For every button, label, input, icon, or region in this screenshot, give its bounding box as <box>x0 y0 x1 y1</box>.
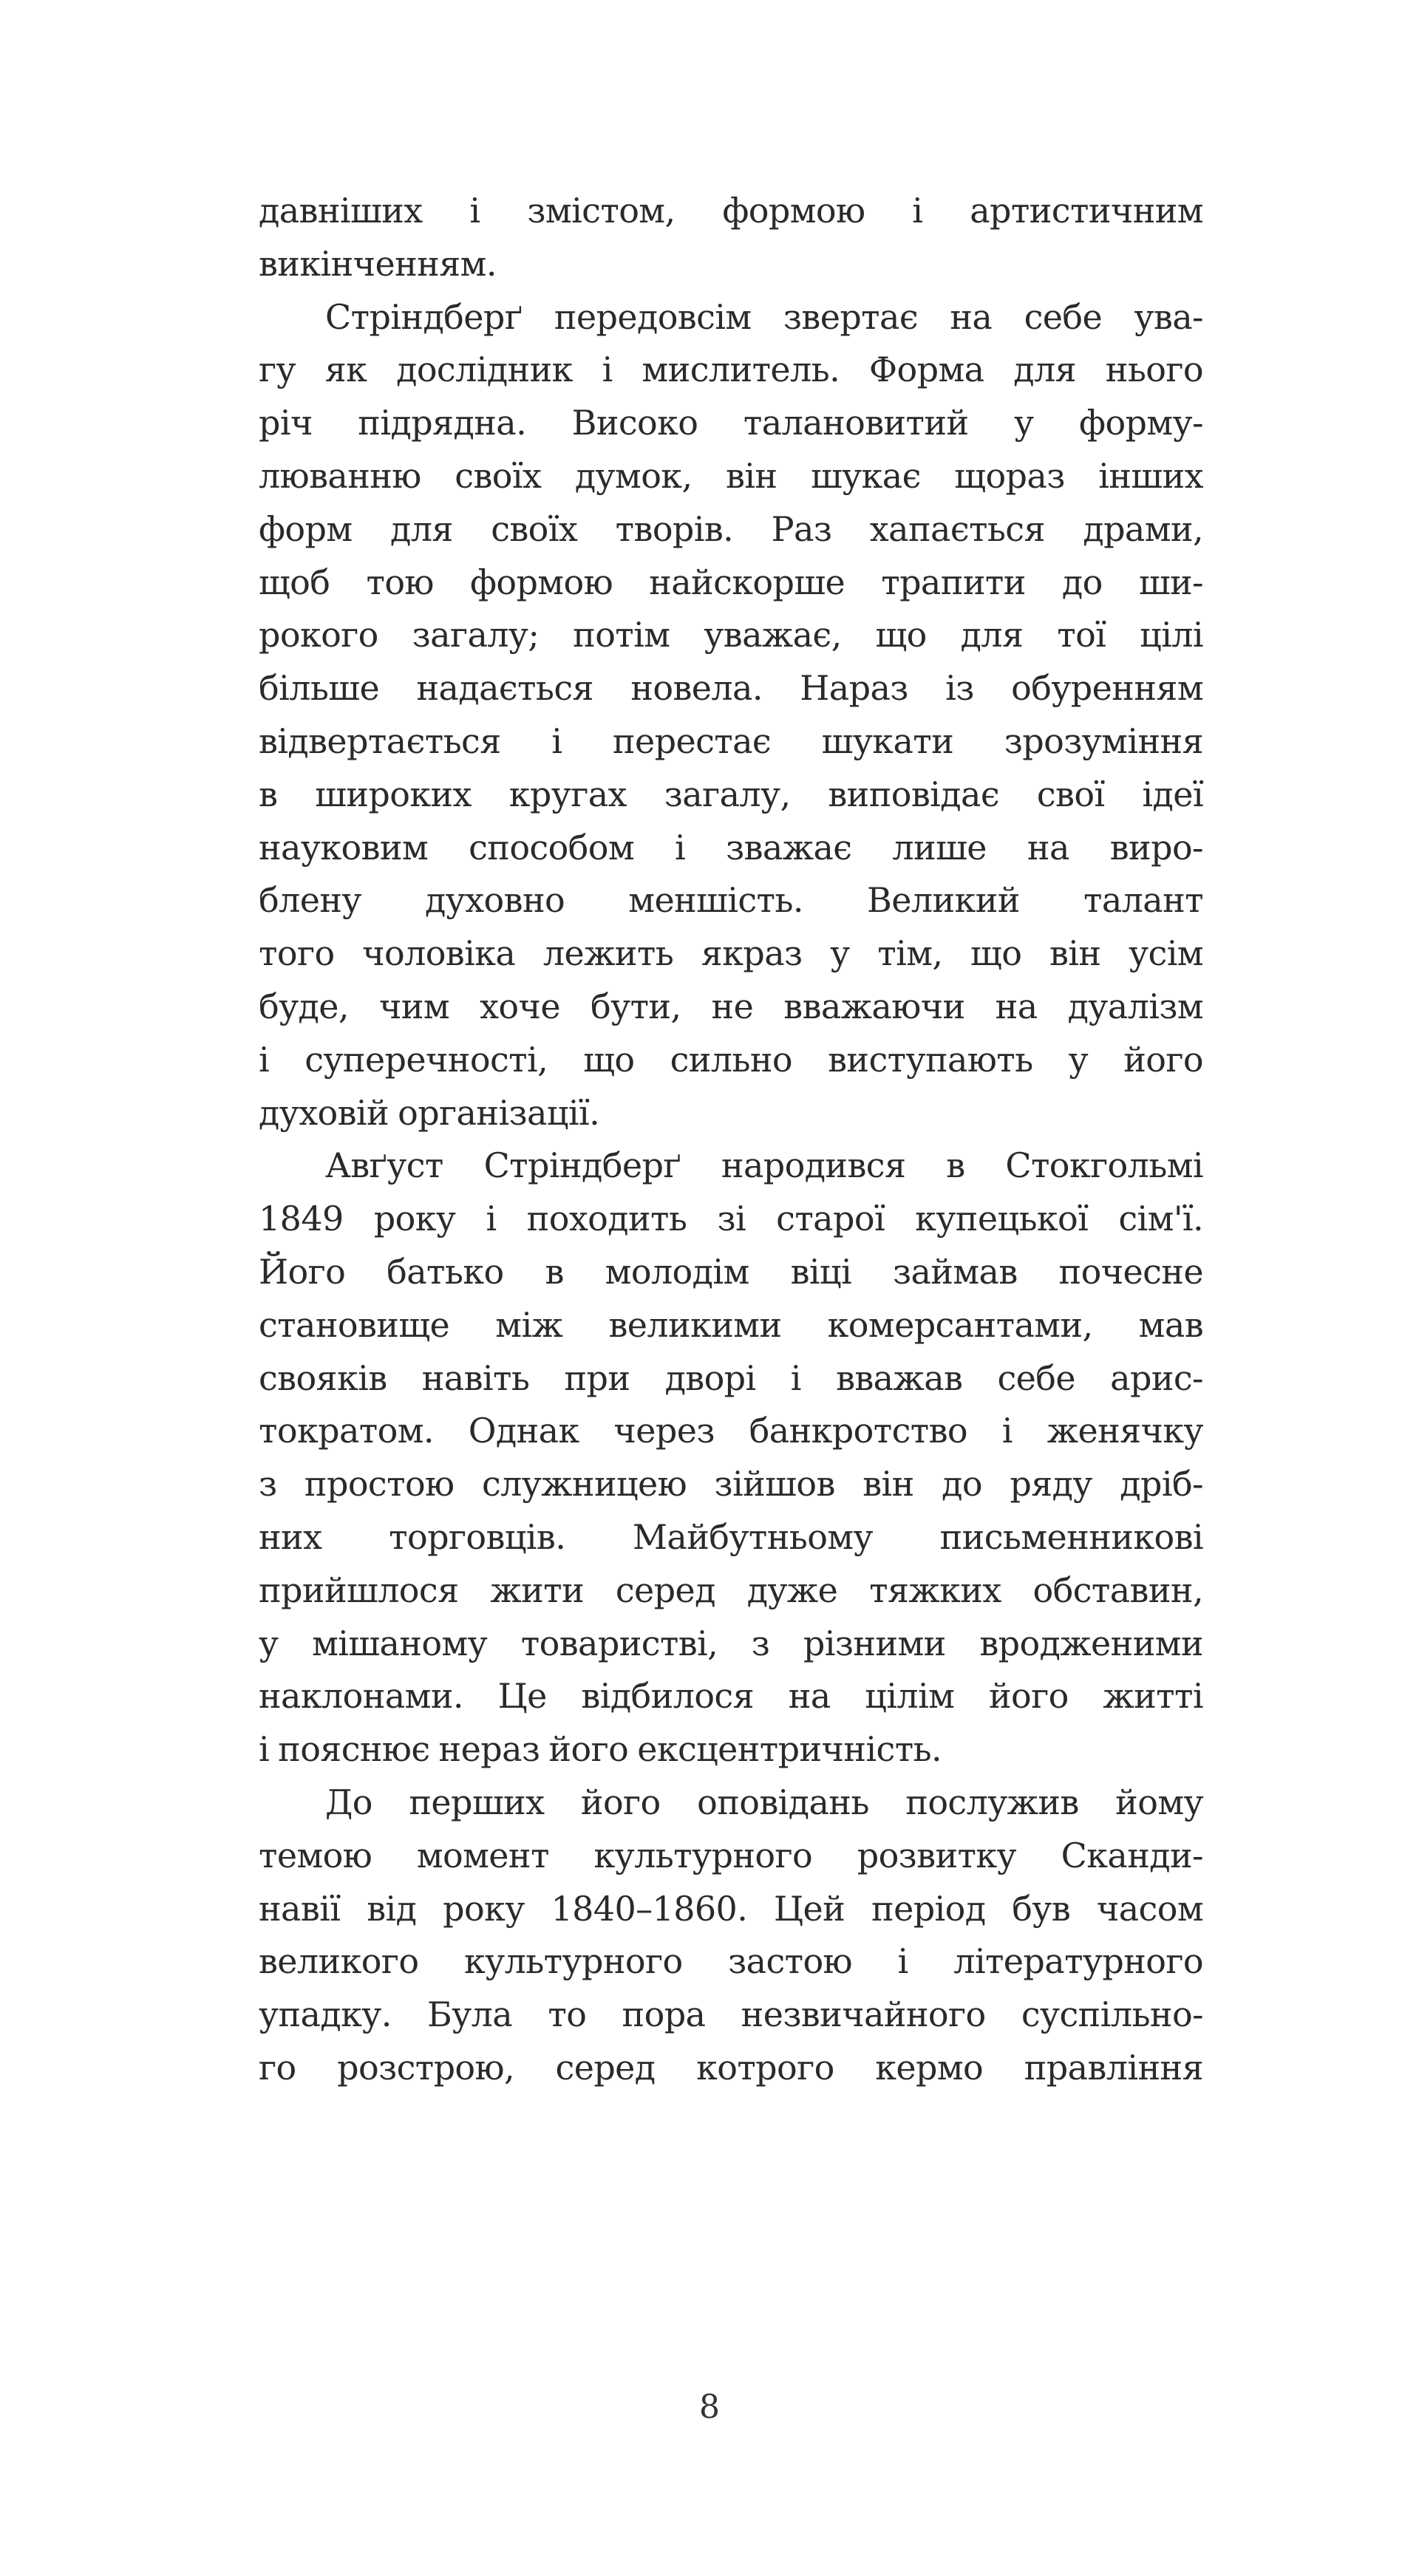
text-line: становище між великими комерсантами, мав <box>259 1304 1203 1345</box>
text-line: тократом. Однак через банкротство і женячку <box>259 1411 1203 1451</box>
text-line: темою момент культурного розвитку Сканди- <box>259 1835 1203 1875</box>
text-line: блену духовно меншість. Великий талант <box>259 880 1203 921</box>
text-line: гу як дослідник і мислитель. Форма для нього <box>259 350 1203 390</box>
paragraph <box>259 1139 1203 1776</box>
text-line: До перших його оповідань послужив йому <box>325 1782 1203 1822</box>
text-line: з простою служницею зійшов він до ряду дріб- <box>259 1464 1203 1505</box>
text-line: прийшлося жити серед дуже тяжких обставин, <box>259 1570 1203 1610</box>
text-line: великого культурного застою і літературного <box>259 1941 1203 1982</box>
paragraph <box>259 291 1203 1140</box>
text-line: наклонами. Це відбилося на цілім його житті <box>259 1676 1203 1717</box>
body-text <box>259 185 1203 2095</box>
text-line: і пояснює нераз його ексцентричність. <box>259 1729 942 1770</box>
text-line: свояків навіть при дворі і вважав себе арис- <box>259 1357 1203 1398</box>
text-line: щоб тою формою найскорше трапити до ши- <box>259 562 1203 602</box>
text-line: Авґуст Стріндберґ народився в Стокгольмі <box>325 1145 1203 1186</box>
text-line: в широких кругах загалу, виповідає свої ідеї <box>259 774 1203 814</box>
text-line: і суперечності, що сильно виступають у його <box>259 1039 1203 1080</box>
page-number: 8 <box>699 2388 720 2426</box>
text-line: Його батько в молодім віці займав почесне <box>259 1251 1203 1292</box>
text-line: того чоловіка лежить якраз у тім, що він усім <box>259 933 1203 974</box>
text-line: рокого загалу; потім уважає, що для тої цілі <box>259 615 1203 655</box>
text-line: у мішаному товаристві, з різними вродженими <box>259 1623 1203 1663</box>
text-line: форм для своїх творів. Раз хапається драми, <box>259 508 1203 549</box>
text-line: Стріндберґ передовсім звертає на себе ува- <box>325 296 1203 337</box>
paragraph <box>259 1776 1203 2095</box>
text-line: них торговців. Майбутньому письменникові <box>259 1516 1203 1557</box>
text-line: відвертається і перестає шукати зрозуміння <box>259 720 1203 761</box>
text-line: упадку. Була то пора незвичайного суспільно- <box>259 1994 1203 2035</box>
text-line: навії від року 1840–1860. Цей період був часом <box>259 1888 1203 1929</box>
text-line: люванню своїх думок, він шукає щораз інших <box>259 455 1203 496</box>
text-line: більше надається новела. Нараз із обуренням <box>259 668 1203 709</box>
text-line: буде, чим хоче бути, не вважаючи на дуалізм <box>259 986 1203 1026</box>
text-line: річ підрядна. Високо талановитий у форму- <box>259 403 1203 443</box>
text-line: го розстрою, серед котрого кермо правління <box>259 2047 1203 2088</box>
paragraph <box>259 185 1203 291</box>
text-line: 1849 року і походить зі старої купецької сім'ї. <box>259 1199 1203 1239</box>
text-line: давніших і змістом, формою і артистичним <box>259 191 1203 231</box>
text-line: викінченням. <box>259 243 497 284</box>
text-line: духовій організації. <box>259 1092 600 1133</box>
text-line: науковим способом і зважає лише на виро- <box>259 827 1203 868</box>
